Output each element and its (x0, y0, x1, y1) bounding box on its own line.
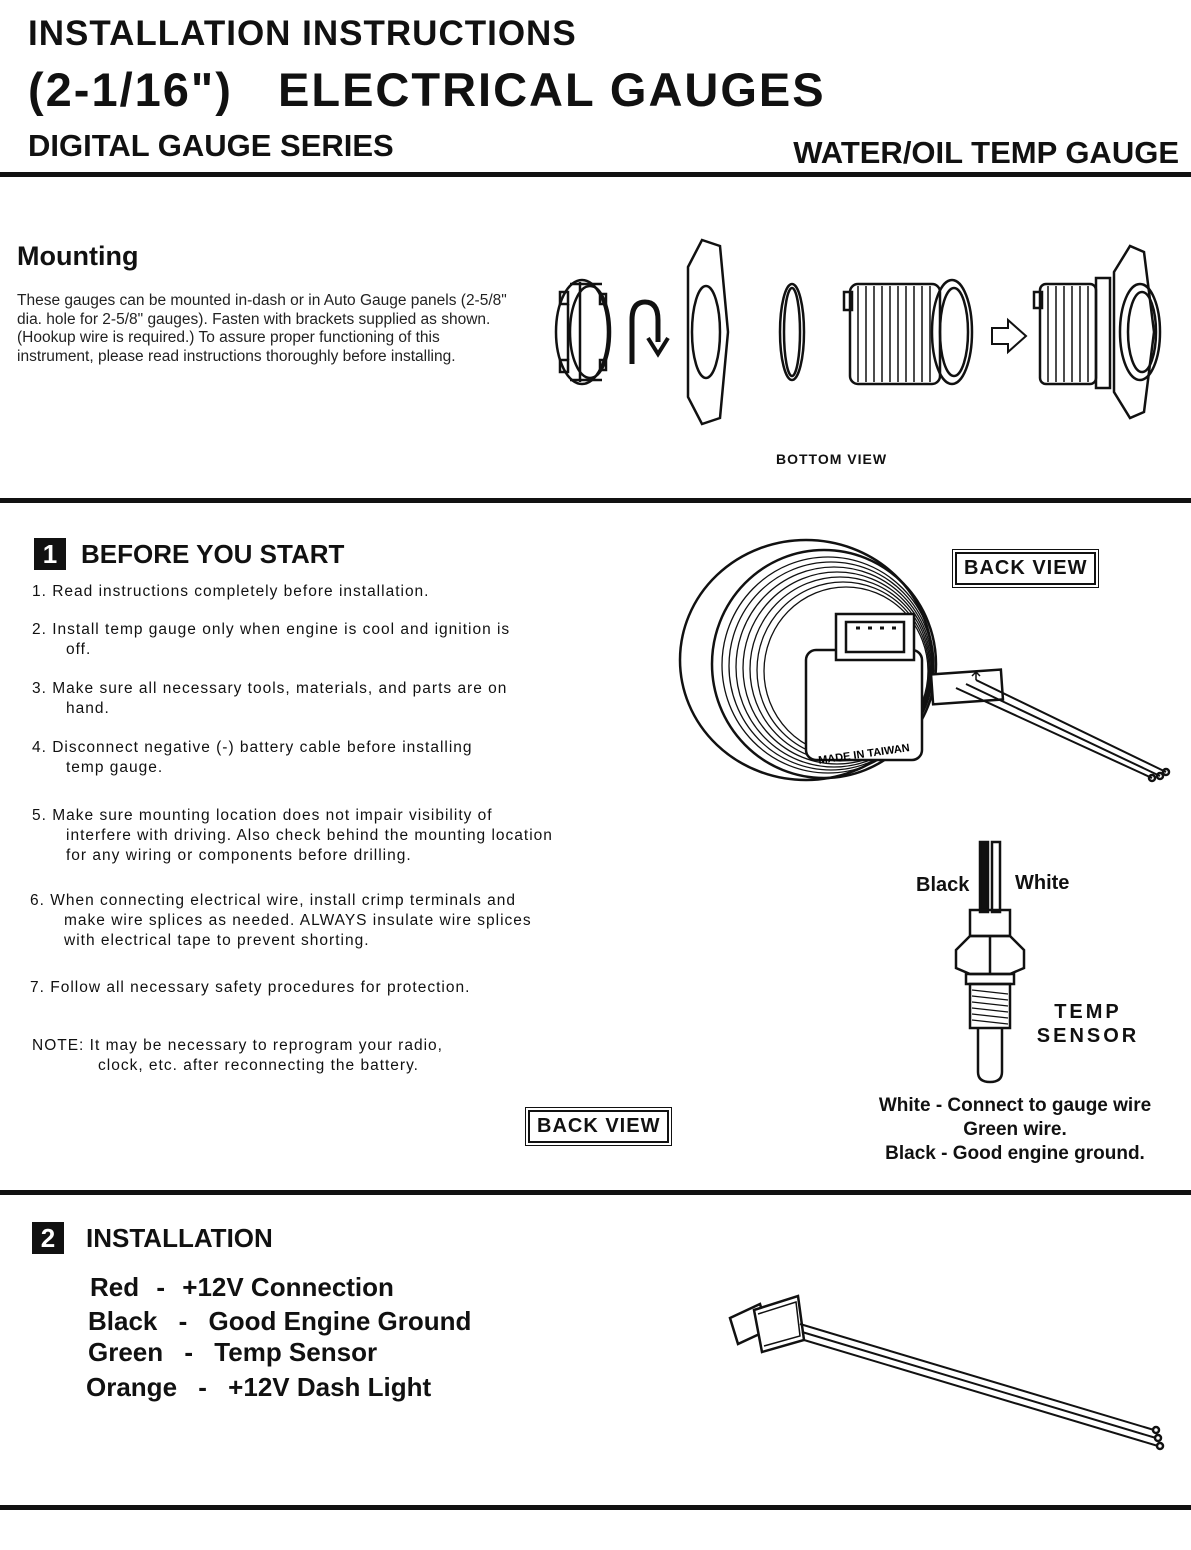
list-item-text: 3. Make sure all necessary tools, materials, and parts are on (32, 680, 508, 697)
bottom-view-caption: BOTTOM VIEW (776, 451, 888, 467)
wire-color: Green (88, 1337, 164, 1367)
divider (0, 1190, 1191, 1195)
panel-plate (688, 240, 728, 424)
list-item (32, 806, 572, 866)
sensor-note-line1: White - Connect to gauge wire (878, 1095, 1152, 1116)
section-1-header (34, 538, 344, 570)
mounting-diagram (540, 232, 1180, 432)
list-item-text: 4. Disconnect negative (-) battery cable before installing (32, 739, 473, 756)
list-item (32, 679, 592, 719)
temp-sensor-label (1036, 1000, 1140, 1048)
sensor-wire-black-label: Black (916, 874, 970, 896)
wire-separator: - (184, 1337, 194, 1367)
list-item-continuation: temp gauge. (66, 759, 164, 776)
right-arrow-icon (992, 320, 1026, 352)
list-item-continuation: off. (66, 641, 92, 658)
wire-item-green (88, 1335, 377, 1369)
list-item-continuation: make wire splices as needed. ALWAYS insulate wire splices with electrical tape to prevent shorting. (64, 912, 532, 949)
step-number-badge: 2 (32, 1222, 64, 1254)
list-item (32, 738, 592, 778)
rotate-arrow-icon (632, 302, 668, 364)
sensor-note-line2: Green wire. (963, 1119, 1067, 1140)
header-subtitle: (2-1/16") ELECTRICAL GAUGES (28, 63, 826, 116)
wire-harness-diagram (724, 1290, 1174, 1460)
list-item (30, 978, 590, 998)
mounting-text: These gauges can be mounted in-dash or in Auto Gauge panels (2-5/8" dia. hole for 2-5/8" gauges). Fasten with brackets supplied as shown. (Hookup wire is required.) To assure proper functioning of this instrument, please read instructions thoroughly before installing. (17, 292, 507, 365)
list-item (30, 891, 590, 951)
section-1-title: BEFORE YOU START (81, 538, 345, 569)
wire-description: Good Engine Ground (208, 1306, 472, 1336)
list-item-text: 7. Follow all necessary safety procedures for protection. (30, 979, 471, 996)
gauge-body (844, 280, 972, 384)
gauge-stamp-text: MADE IN TAIWAN (817, 742, 911, 767)
sensor-wiring-note (860, 1094, 1170, 1166)
note-text: NOTE: It may be necessary to reprogram your radio, (32, 1037, 443, 1054)
divider (0, 1505, 1191, 1510)
series-title: DIGITAL GAUGE SERIES (28, 128, 394, 163)
step-number-badge: 1 (34, 538, 66, 570)
gauge-back-view-diagram (676, 540, 1176, 800)
back-view-label: BACK VIEW (955, 552, 1096, 585)
list-item-text: 5. Make sure mounting location does not impair visibility of (32, 807, 493, 824)
back-view-label-2: BACK VIEW (528, 1110, 669, 1143)
gauge-type-title: WATER/OIL TEMP GAUGE (793, 135, 1179, 170)
list-item-text: 2. Install temp gauge only when engine is cool and ignition is (32, 621, 511, 638)
wire-separator: - (198, 1372, 207, 1402)
divider (0, 498, 1191, 503)
wire-item-red (90, 1270, 394, 1304)
list-item-continuation: hand. (66, 700, 110, 717)
bracket-illustration (556, 280, 610, 384)
note-continuation: clock, etc. after reconnecting the battery. (98, 1057, 419, 1074)
temp-sensor-label-line2: SENSOR (1036, 1025, 1140, 1047)
wire-color: Black (88, 1306, 158, 1336)
wire-separator: - (156, 1272, 166, 1302)
section-2-title: INSTALLATION (86, 1222, 273, 1253)
temp-sensor-diagram (930, 840, 1050, 1090)
mounting-title: Mounting (17, 241, 139, 271)
list-item-text: 1. Read instructions completely before installation. (32, 583, 430, 600)
assembled-gauge (1034, 246, 1160, 418)
temp-sensor-label-line1: TEMP (1054, 1001, 1122, 1023)
list-item (32, 582, 592, 602)
list-item (32, 620, 592, 660)
wire-separator: - (178, 1306, 188, 1336)
wire-item-black (88, 1304, 471, 1338)
list-item-text: 6. When connecting electrical wire, install crimp terminals and (30, 892, 516, 909)
wire-description: +12V Dash Light (228, 1372, 432, 1402)
wire-color: Red (90, 1272, 140, 1302)
wire-description: +12V Connection (182, 1272, 394, 1302)
wire-item-orange (86, 1370, 431, 1404)
sensor-wire-white-label: White (1015, 872, 1070, 894)
note (32, 1036, 592, 1076)
sensor-note-line3: Black - Good engine ground. (885, 1143, 1145, 1164)
header-title: INSTALLATION INSTRUCTIONS (28, 14, 577, 53)
section-2-header (32, 1222, 273, 1254)
divider (0, 172, 1191, 177)
wire-description: Temp Sensor (214, 1337, 378, 1367)
list-item-continuation: interfere with driving. Also check behind the mounting location for any wiring or components before drilling. (66, 827, 553, 864)
wire-color: Orange (86, 1372, 178, 1402)
